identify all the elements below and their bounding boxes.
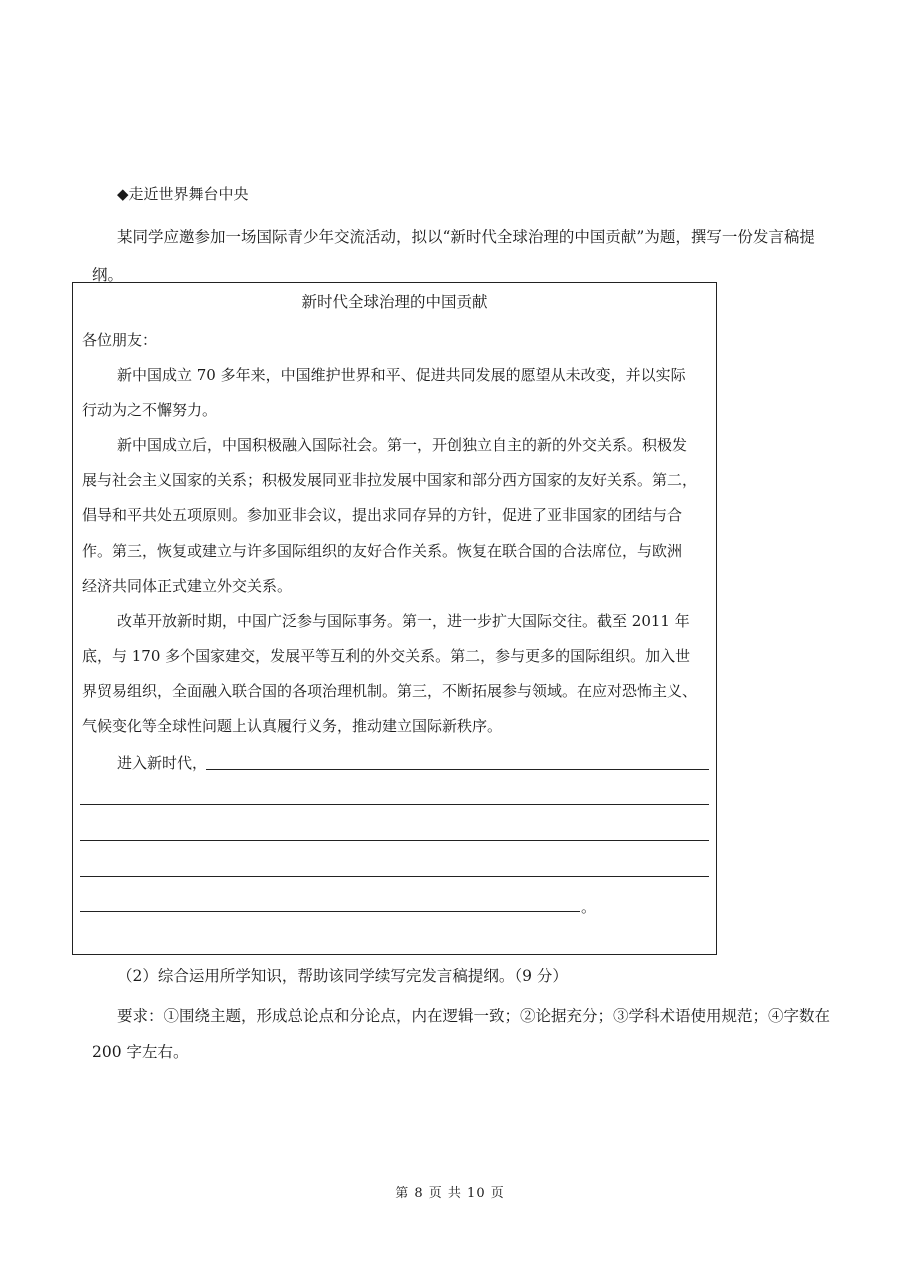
speech-title: 新时代全球治理的中国贡献 xyxy=(301,293,488,311)
speech-p2-line: 展与社会主义国家的关系；积极发展同亚非拉发展中国家和部分西方国家的友好关系。第二， xyxy=(82,471,698,489)
answer-line xyxy=(80,911,580,912)
section-heading: ◆走近世界舞台中央 xyxy=(117,185,249,203)
answer-line xyxy=(80,840,709,841)
intro-text: 某同学应邀参加一场国际青少年交流活动，拟以“新时代全球治理的中国贡献”为题，撰写一份发言稿提纲。 xyxy=(92,228,815,284)
speech-p2-line: 作。第三，恢复或建立与许多国际组织的友好合作关系。恢复在联合国的合法席位，与欧洲 xyxy=(82,542,683,560)
speech-p3-line: 底，与 170 多个国家建交，发展平等互利的外交关系。第二，参与更多的国际组织。加入世 xyxy=(82,647,691,665)
page-footer: 第 8 页 共 10 页 xyxy=(395,1186,505,1201)
speech-p3-line: 气候变化等全球性问题上认真履行义务，推动建立国际新秩序。 xyxy=(82,717,503,735)
speech-p2-line: 倡导和平共处五项原则。参加亚非会议，提出求同存异的方针，促进了亚非国家的团结与合 xyxy=(82,506,683,524)
speech-p1-line: 行动为之不懈努力。 xyxy=(82,401,218,419)
speech-p3-line: 界贸易组织，全面融入联合国的各项治理机制。第三，不断拓展参与领域。在应对恐怖主义、 xyxy=(82,682,698,700)
speech-p1-line: 新中国成立 70 多年来，中国维护世界和平、促进共同发展的愿望从未改变，并以实际 xyxy=(117,366,686,384)
speech-p2-line: 新中国成立后，中国积极融入国际社会。第一，开创独立自主的新的外交关系。积极发 xyxy=(117,436,688,454)
requirements-text: 要求：①围绕主题，形成总论点和分论点，内在逻辑一致；②论据充分；③学科术语使用规范；④字数在 200 字左右。 xyxy=(92,1007,831,1061)
answer-line xyxy=(80,804,709,805)
requirements-paragraph xyxy=(92,998,832,1070)
end-mark: 。 xyxy=(581,898,597,916)
answer-line xyxy=(80,876,709,877)
speech-p2-line: 经济共同体正式建立外交关系。 xyxy=(82,577,293,595)
speech-p3-line: 改革开放新时期，中国广泛参与国际事务。第一，进一步扩大国际交往。截至 2011 年 xyxy=(117,612,690,630)
question-text: （2）综合运用所学知识，帮助该同学续写完发言稿提纲。（9 分） xyxy=(117,967,568,985)
speech-greeting: 各位朋友： xyxy=(82,331,158,349)
answer-line xyxy=(206,769,709,770)
new-era-prefix: 进入新时代， xyxy=(117,754,208,772)
